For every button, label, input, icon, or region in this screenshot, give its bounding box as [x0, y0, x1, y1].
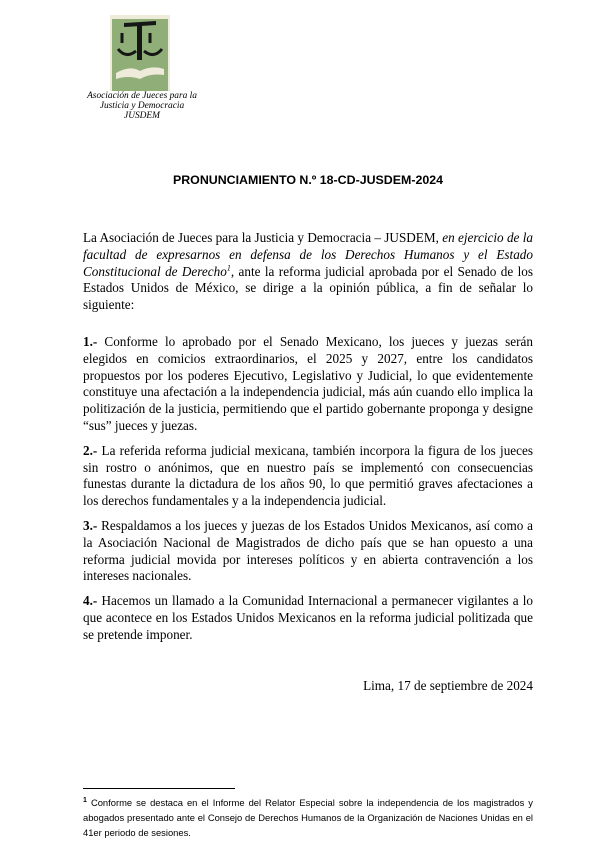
point-text: Conforme lo aprobado por el Senado Mexicano, los jueces y juezas serán elegidos en comicios extraordinarios, el 2025 y 2027, entre los candidatos propuestos por los poderes Ejecutivo, Legislativo y Judicial, lo que evidentemente constituye una afectación a la independencia judicial, más aún cuando ello implica la politización de la justicia, permitiendo que el partido gobernante proponga y designe “sus” jueces y juezas.	[83, 333, 533, 433]
point-text: Hacemos un llamado a la Comunidad Internacional a permanecer vigilantes a lo que acontece en los Estados Unidos Mexicanos en la reforma judicial politizada que se pretende imponer.	[83, 593, 533, 642]
page-spacer	[83, 694, 533, 788]
point-number: 4.-	[83, 593, 98, 609]
footnote-marker: 1	[83, 796, 87, 804]
footnote-text: Conforme se destaca en el Informe del Relator Especial sobre la independencia de los magistrados y abogados presentado ante el Consejo de Derechos Humanos de la Organización de Naciones Unidas en el 41er periodo de sesiones.	[83, 797, 533, 838]
point-paragraph	[83, 593, 533, 643]
footnote	[83, 795, 533, 840]
org-caption-line: Justicia y Democracia	[99, 101, 185, 111]
jusdem-logo	[110, 15, 170, 91]
org-caption-line: JUSDEM	[124, 111, 160, 121]
point-number: 2.-	[83, 442, 98, 458]
scales-of-justice-icon	[110, 15, 170, 91]
intro-text-continued: , ante la reforma judicial aprobada por el Senado de los Estados Unidos de México, se dirige a la opinión pública, a fin de señalar lo siguiente:	[83, 263, 533, 313]
point-paragraph	[83, 334, 533, 435]
point-number: 3.-	[83, 517, 98, 533]
point-paragraph	[83, 443, 533, 510]
date-line: Lima, 17 de septiembre de 2024	[363, 677, 533, 693]
org-caption	[78, 91, 206, 121]
point-number: 1.-	[83, 333, 98, 349]
point-text: La referida reforma judicial mexicana, también incorpora la figura de los jueces sin rostro o anónimos, que en nuestro país se implementó con consecuencias funestas durante la dictadura de los años 90, lo que permitió graves afectaciones a los derechos fundamentales y a la independencia judicial.	[83, 442, 533, 509]
intro-italic-text: en ejercicio de la facultad de expresarnos en defensa de los Derechos Humanos y el Estado Constitucional de Derecho	[83, 230, 533, 279]
footnote-separator	[83, 788, 235, 789]
page-header	[83, 15, 533, 141]
point-text: Respaldamos a los jueces y juezas de los Estados Unidos Mexicanos, así como a la Asociación Nacional de Magistrados de dicho país que se han opuesto a una reforma judicial movida por intereses políticos y en abierta contravención a los intereses nacionales.	[83, 517, 533, 584]
intro-text: La Asociación de Jueces para la Justicia y Democracia – JUSDEM,	[83, 230, 443, 245]
document-title: PRONUNCIAMIENTO N.º 18-CD-JUSDEM-2024	[172, 173, 444, 187]
footnote-reference[interactable]: 1	[226, 263, 231, 273]
point-paragraph	[83, 518, 533, 585]
intro-paragraph	[83, 230, 533, 314]
org-caption-line: Asociación de Jueces para la	[87, 91, 197, 101]
